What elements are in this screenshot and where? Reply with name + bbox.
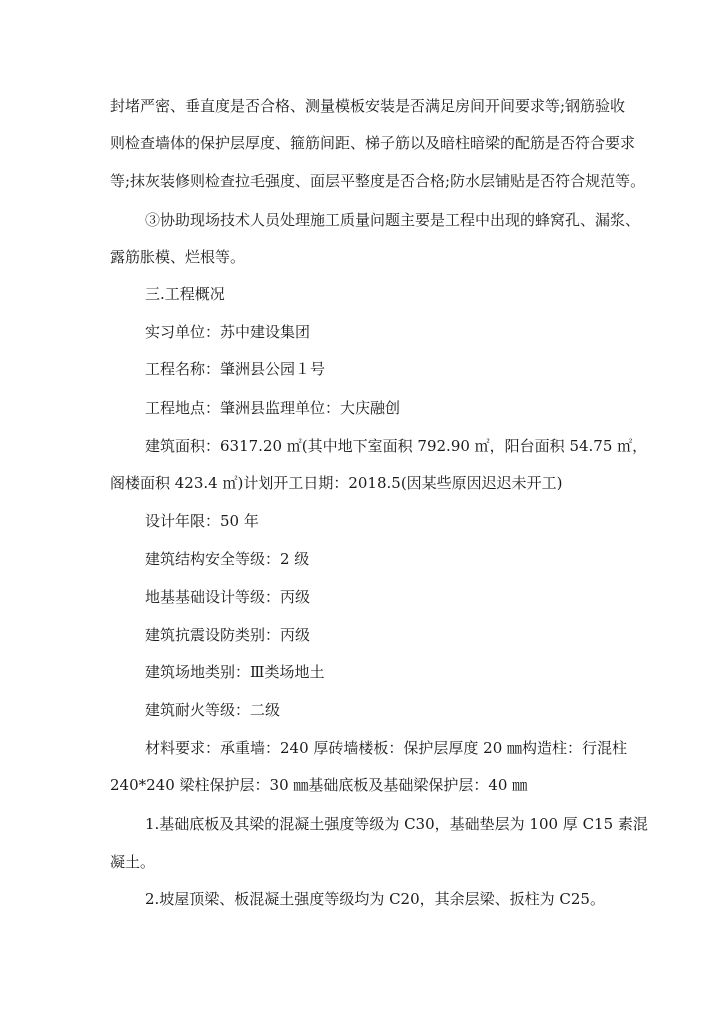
numbered-item-1: 1.基础底板及其梁的混凝土强度等级为 C30，基础垫层为 100 厚 C15 素混: [145, 815, 648, 833]
info-line-site-category: 建筑场地类别：Ⅲ类场地土: [145, 663, 325, 681]
info-line-project-location: 工程地点：肇洲县监理单位：大庆融创: [145, 399, 401, 417]
info-line-material-requirements-cont: 240*240 梁柱保护层：30 ㎜基础底板及基础梁保护层：40 ㎜: [110, 776, 528, 794]
info-line-fire-rating: 建筑耐火等级：二级: [145, 701, 281, 719]
info-line-foundation-design: 地基基础设计等级：丙级: [145, 588, 311, 606]
info-line-internship-unit: 实习单位：苏中建设集团: [145, 323, 311, 341]
info-line-project-name: 工程名称：肇洲县公园１号: [145, 360, 326, 378]
paragraph-line-2: 则检查墙体的保护层厚度、箍筋间距、梯子筋以及暗柱暗梁的配筋是否符合要求: [110, 134, 636, 152]
paragraph-line-1: 封堵严密、垂直度是否合格、测量模板安装是否满足房间开间要求等;钢筋验收: [110, 97, 626, 115]
info-line-structural-safety: 建筑结构安全等级：2 级: [145, 550, 310, 568]
info-line-seismic-category: 建筑抗震设防类别：丙级: [145, 626, 311, 644]
paragraph-line-5: 露筋胀模、烂根等。: [110, 248, 246, 266]
section-heading: 三.工程概况: [145, 285, 225, 303]
info-line-building-area: 建筑面积：6317.20 ㎡(其中地下室面积 792.90 ㎡，阳台面积 54.75 ㎡，: [145, 437, 648, 455]
info-line-building-area-cont: 阁楼面积 423.4 ㎡)计划开工日期：2018.5(因某些原因迟迟未开工): [110, 474, 563, 492]
paragraph-line-4: ③协助现场技术人员处理施工质量问题主要是工程中出现的蜂窝孔、漏浆、: [145, 211, 641, 229]
numbered-item-1-cont: 凝土。: [110, 853, 156, 871]
numbered-item-2: 2.坡屋顶梁、板混凝土强度等级均为 C20，其余层梁、扳柱为 C25。: [145, 890, 605, 908]
paragraph-line-3: 等;抹灰装修则检查拉毛强度、面层平整度是否合格;防水层铺贴是否符合规范等。: [110, 172, 646, 190]
info-line-design-life: 设计年限：50 年: [145, 512, 259, 530]
info-line-material-requirements: 材料要求：承重墙：240 厚砖墙楼板：保护层厚度 20 ㎜构造柱：行混柱: [145, 739, 628, 757]
